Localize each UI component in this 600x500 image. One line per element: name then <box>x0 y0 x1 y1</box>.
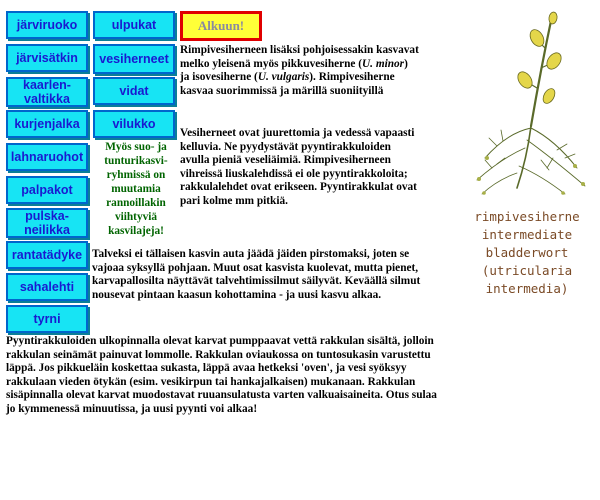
p1-text-b: ) ja isovesiherne ( <box>180 57 408 83</box>
nav-button-tyrni[interactable]: tyrni <box>6 305 88 333</box>
caption-finnish-name: rimpivesiherne <box>474 209 580 224</box>
nav-button-palpakot[interactable]: palpakot <box>6 176 88 204</box>
article-paragraph-4: Pyyntirakkuloiden ulkopinnalla olevat karvat pumppaavat vettä rakkulan sisältä, jolloin rakkulan seinämät painuvat lommolle. Rakkulan oviaukossa on tuntosukasin varustettu läppä. Jos pikkueläin koskettaa sukasta, läppä avaa hetkeksi 'oven', ja vesi syöksyy rakkulaan vieden ötykän (esim. vesikirpun tai hankajalkaisen) mukanaan. Rakkulan sisäpinnalla olevat karvat muodostavat ruuansulatusta varten valkuaisaineita. Otus sulaa jo kymmenessä minuutissa, ja uusi pyynti voi alkaa! <box>6 335 437 415</box>
nav-button-pulskaneilikka[interactable]: pulska- neilikka <box>6 208 88 238</box>
article-paragraph-2: Vesiherneet ovat juurettomia ja vedessä vapaasti kelluvia. Ne pyydystävät pyyntirakkuloiden avulla pieniä veseliäimiä. Rimpivesiherneen vihreissä liuskalehdissä ei ole pyyntirakkoloita; rakkulalehdet ovat erikseen. Pyyntirakkulat ovat pari kolme mm pitkiä. <box>180 127 417 207</box>
caption-english-name-2: bladderwort <box>485 245 569 260</box>
nav-button-vilukko[interactable]: vilukko <box>93 110 175 138</box>
side-note: Myös suo- ja tunturikasvi-ryhmissä on muutamia rannoillakin viihtyviä kasvilajeja! <box>104 141 168 237</box>
nav-button-jarvisatkin[interactable]: järvisätkin <box>6 44 88 72</box>
bladderwort-illustration <box>457 8 597 198</box>
plant-caption <box>468 208 586 298</box>
caption-latin-name-1: (utricularia <box>481 263 573 278</box>
nav-button-kaarlenvaltikka[interactable]: kaarlen- valtikka <box>6 77 88 107</box>
nav-button-vidat[interactable]: vidat <box>93 77 175 105</box>
caption-latin-name-2: intermedia) <box>485 281 569 296</box>
nav-button-vesiherneet[interactable]: vesiherneet <box>93 44 175 74</box>
nav-button-jarviruoko[interactable]: järviruoko <box>6 11 88 39</box>
nav-button-rantatadyke[interactable]: rantatädyke <box>6 241 88 269</box>
species-minor: U. minor <box>362 57 405 70</box>
species-vulgaris: U. vulgaris <box>257 71 310 83</box>
home-button[interactable]: Alkuun! <box>180 11 262 41</box>
p1-text-c: ). Rimpivesiherne kasvaa suorimmissä ja märillä suoniityillä <box>180 71 395 97</box>
nav-button-lahnaruohot[interactable]: lahnaruohot <box>6 143 88 171</box>
nav-button-ulpukat[interactable]: ulpukat <box>93 11 175 39</box>
article-paragraph-1 <box>180 44 420 98</box>
nav-button-sahalehti[interactable]: sahalehti <box>6 273 88 301</box>
caption-english-name-1: intermediate <box>481 227 573 242</box>
article-paragraph-3: Talveksi ei tällaisen kasvin auta jäädä jäiden pirstomaksi, joten se vajoaa syksyllä pohjaan. Muut osat kasvista kuolevat, mutta pienet, karvapallosilta näyttävät talvehtimissilmut säilyvät. Keväällä silmut nousevat pintaan kaasun kohottamina - ja uusi kasvu alkaa. <box>92 248 421 301</box>
nav-button-kurjenjalka[interactable]: kurjenjalka <box>6 110 88 138</box>
p1-text-a: Rimpivesiherneen lisäksi pohjoisessakin kasvavat melko yleisenä myös pikkuvesiherne ( <box>180 44 419 70</box>
